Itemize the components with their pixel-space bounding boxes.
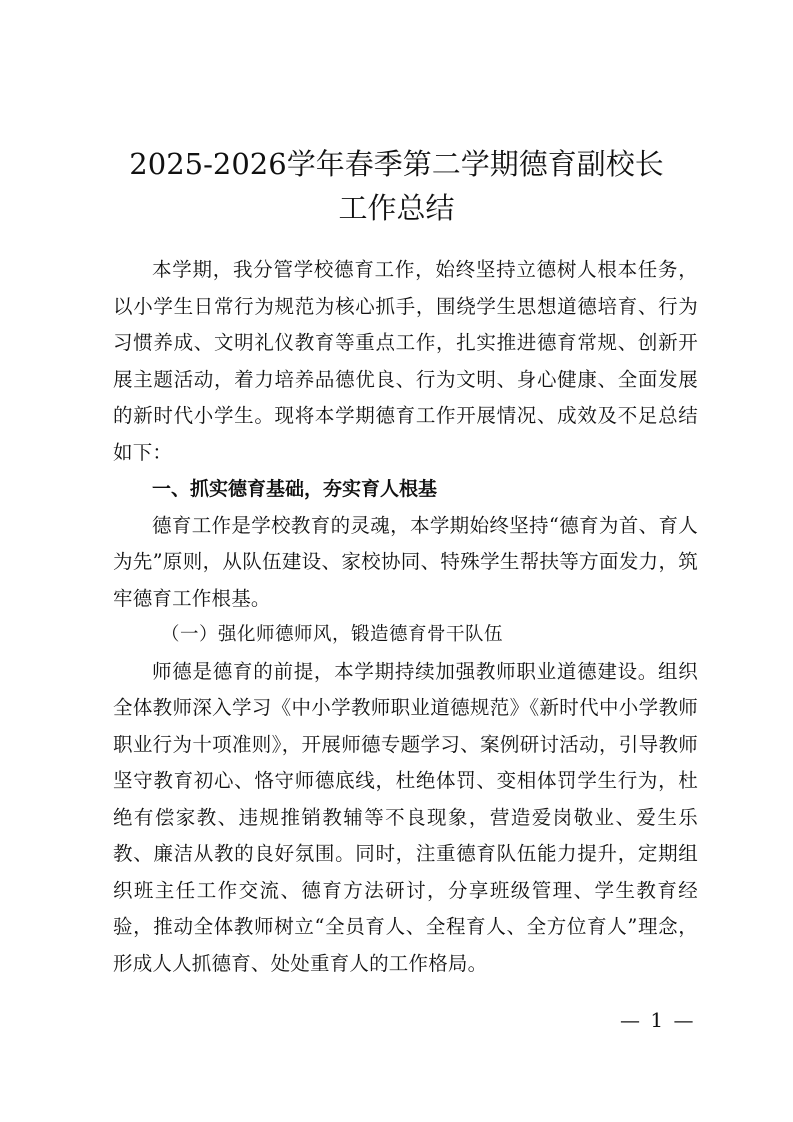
document-title-line-2: 工作总结	[338, 191, 455, 225]
section-1-paragraph: 德育工作是学校教育的灵魂，本学期始终坚持“德育为首、育人为先”原则，从队伍建设、家校协同、特殊学生帮扶等方面发力，筑牢德育工作根基。	[113, 513, 698, 610]
subsection-1-heading: （一）强化师德师风，锻造德育骨干队伍	[161, 624, 504, 645]
intro-paragraph: 本学期，我分管学校德育工作，始终坚持立德树人根本任务，以小学生日常行为规范为核心抓手，围绕学生思想道德培育、行为习惯养成、文明礼仪教育等重点工作，扎实推进德育常规、创新开展主题活动，着力培养品德优良、行为文明、身心健康、全面发展的新时代小学生。现将本学期德育工作开展情况、成效及不足总结如下：	[113, 258, 698, 464]
section-1-heading: 一、抓实德育基础，夯实育人根基	[152, 478, 438, 500]
page-number: — 1 —	[620, 1008, 696, 1032]
document-title-line-1: 2025-2026学年春季第二学期德育副校长	[129, 147, 664, 181]
document-body	[113, 252, 698, 982]
subsection-1-paragraph: 师德是德育的前提，本学期持续加强教师职业道德建设。组织全体教师深入学习《中小学教师职业道德规范》《新时代中小学教师职业行为十项准则》，开展师德专题学习、案例研讨活动，引导教师坚守教育初心、恪守师德底线，杜绝体罚、变相体罚学生行为，杜绝有偿家教、违规推销教辅等不良现象，营造爱岗敬业、爱生乐教、廉洁从教的良好氛围。同时，注重德育队伍能力提升，定期组织班主任工作交流、德育方法研讨，分享班级管理、学生教育经验，推动全体教师树立“全员育人、全程育人、全方位育人”理念，形成人人抓德育、处处重育人的工作格局。	[113, 659, 698, 975]
